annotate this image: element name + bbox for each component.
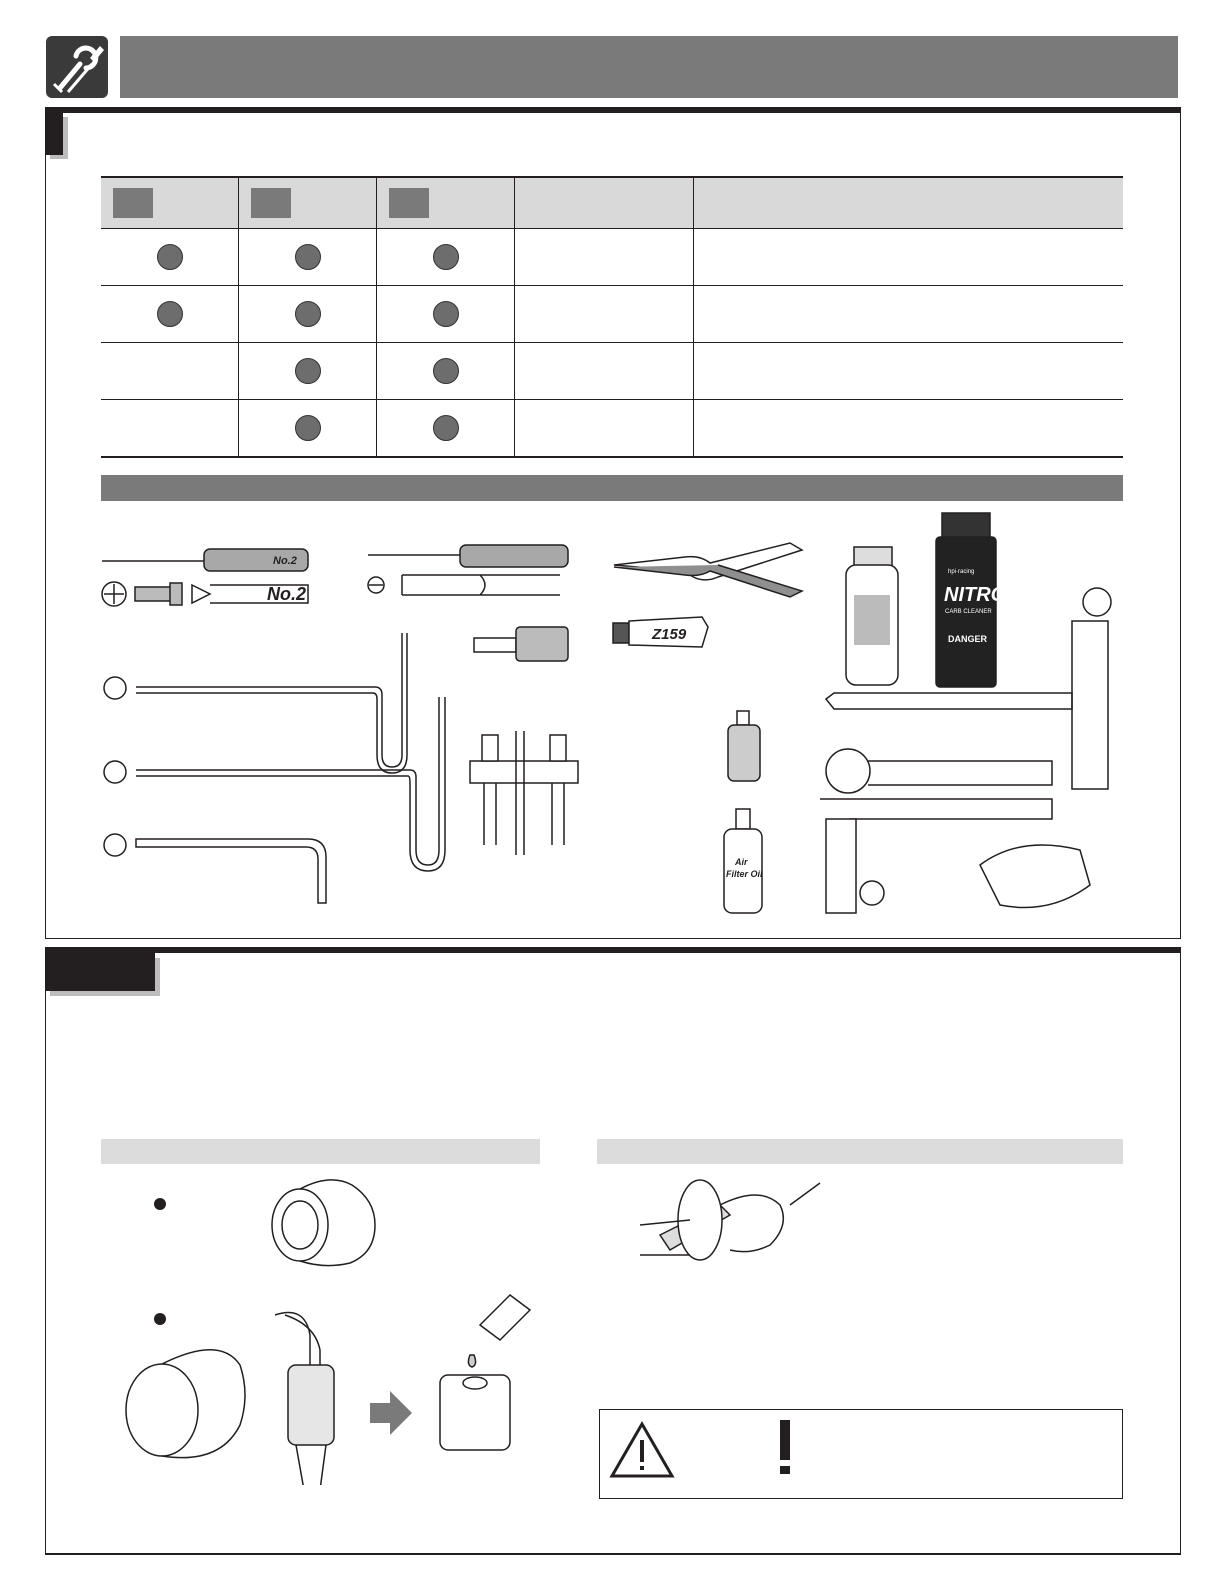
schedule-dot — [433, 301, 459, 327]
warning-box — [599, 1409, 1123, 1499]
maintenance-table — [101, 176, 1123, 458]
schedule-dot — [295, 358, 321, 384]
section-tab-marker — [45, 953, 155, 991]
oil-bottle-icon — [846, 547, 898, 685]
subsection-bar-right — [597, 1139, 1123, 1164]
cleaner-title-label: NITRO — [944, 584, 1007, 606]
schedule-dot — [295, 415, 321, 441]
exclamation-icon — [780, 1420, 790, 1474]
table-cell — [239, 400, 377, 457]
table-cell — [101, 229, 239, 286]
arrow-right-icon — [370, 1391, 412, 1435]
table-row — [101, 286, 1123, 343]
screwdriver-tip-label: No.2 — [267, 584, 307, 604]
table-cell — [694, 286, 1124, 343]
table-cell — [239, 343, 377, 400]
hex-wrench-icon — [104, 633, 445, 903]
table-header-cell — [515, 177, 694, 229]
schedule-dot — [295, 301, 321, 327]
table-cell — [101, 343, 239, 400]
tools-section-bar — [101, 475, 1123, 501]
schedule-dot — [157, 301, 183, 327]
bearing-puller-icon — [470, 731, 578, 855]
washing-filter-icon — [275, 1313, 334, 1486]
table-header-cell — [694, 177, 1124, 229]
screwdriver-handle-label: No.2 — [273, 555, 297, 567]
warning-triangle-icon — [612, 1424, 672, 1476]
table-cell — [515, 343, 694, 400]
table-cell — [101, 286, 239, 343]
table-cell — [377, 229, 515, 286]
foam-filter-icon — [126, 1350, 245, 1458]
flat-screwdriver-icon — [368, 545, 568, 595]
table-header-cell — [239, 177, 377, 229]
table-cell — [239, 286, 377, 343]
air-filter-assembly-icon — [640, 1180, 820, 1260]
table-cell — [239, 229, 377, 286]
filter-oil-label-1: Air — [735, 857, 748, 867]
table-row — [101, 400, 1123, 457]
pliers-icon — [614, 543, 802, 597]
maintenance-tools-icon — [46, 36, 108, 98]
cleaning-cloth-icon — [980, 845, 1090, 908]
page-header-bar — [120, 36, 1178, 98]
table-cell — [515, 229, 694, 286]
subsection-bar-left — [101, 1139, 540, 1164]
tools-illustration — [90, 505, 1170, 925]
glue-label: Z159 — [652, 626, 687, 643]
table-cell — [694, 343, 1124, 400]
foam-filter-icon — [272, 1180, 375, 1266]
table-cell — [694, 400, 1124, 457]
table-header-cell — [377, 177, 515, 229]
table-cell — [515, 400, 694, 457]
table-cell — [377, 400, 515, 457]
table-header-row — [101, 177, 1123, 229]
table-header-cell — [101, 177, 239, 229]
oiling-filter-icon — [440, 1295, 530, 1450]
schedule-dot — [157, 244, 183, 270]
thread-lock-bottle-icon — [728, 711, 760, 781]
schedule-dot — [433, 244, 459, 270]
schedule-dot — [433, 358, 459, 384]
filter-oil-label-2: Filter Oil — [726, 869, 763, 879]
table-cell — [377, 343, 515, 400]
schedule-dot — [295, 244, 321, 270]
table-cell — [515, 286, 694, 343]
table-cell — [101, 400, 239, 457]
section-tab-marker — [45, 113, 63, 155]
schedule-dot — [433, 415, 459, 441]
cleaner-brand-label: hpi·racing — [948, 569, 975, 575]
table-row — [101, 343, 1123, 400]
cleaner-danger-label: DANGER — [948, 634, 988, 644]
table-cell — [377, 286, 515, 343]
cleaner-sub-label: CARB CLEANER — [945, 609, 992, 615]
table-cell — [694, 229, 1124, 286]
table-row — [101, 229, 1123, 286]
